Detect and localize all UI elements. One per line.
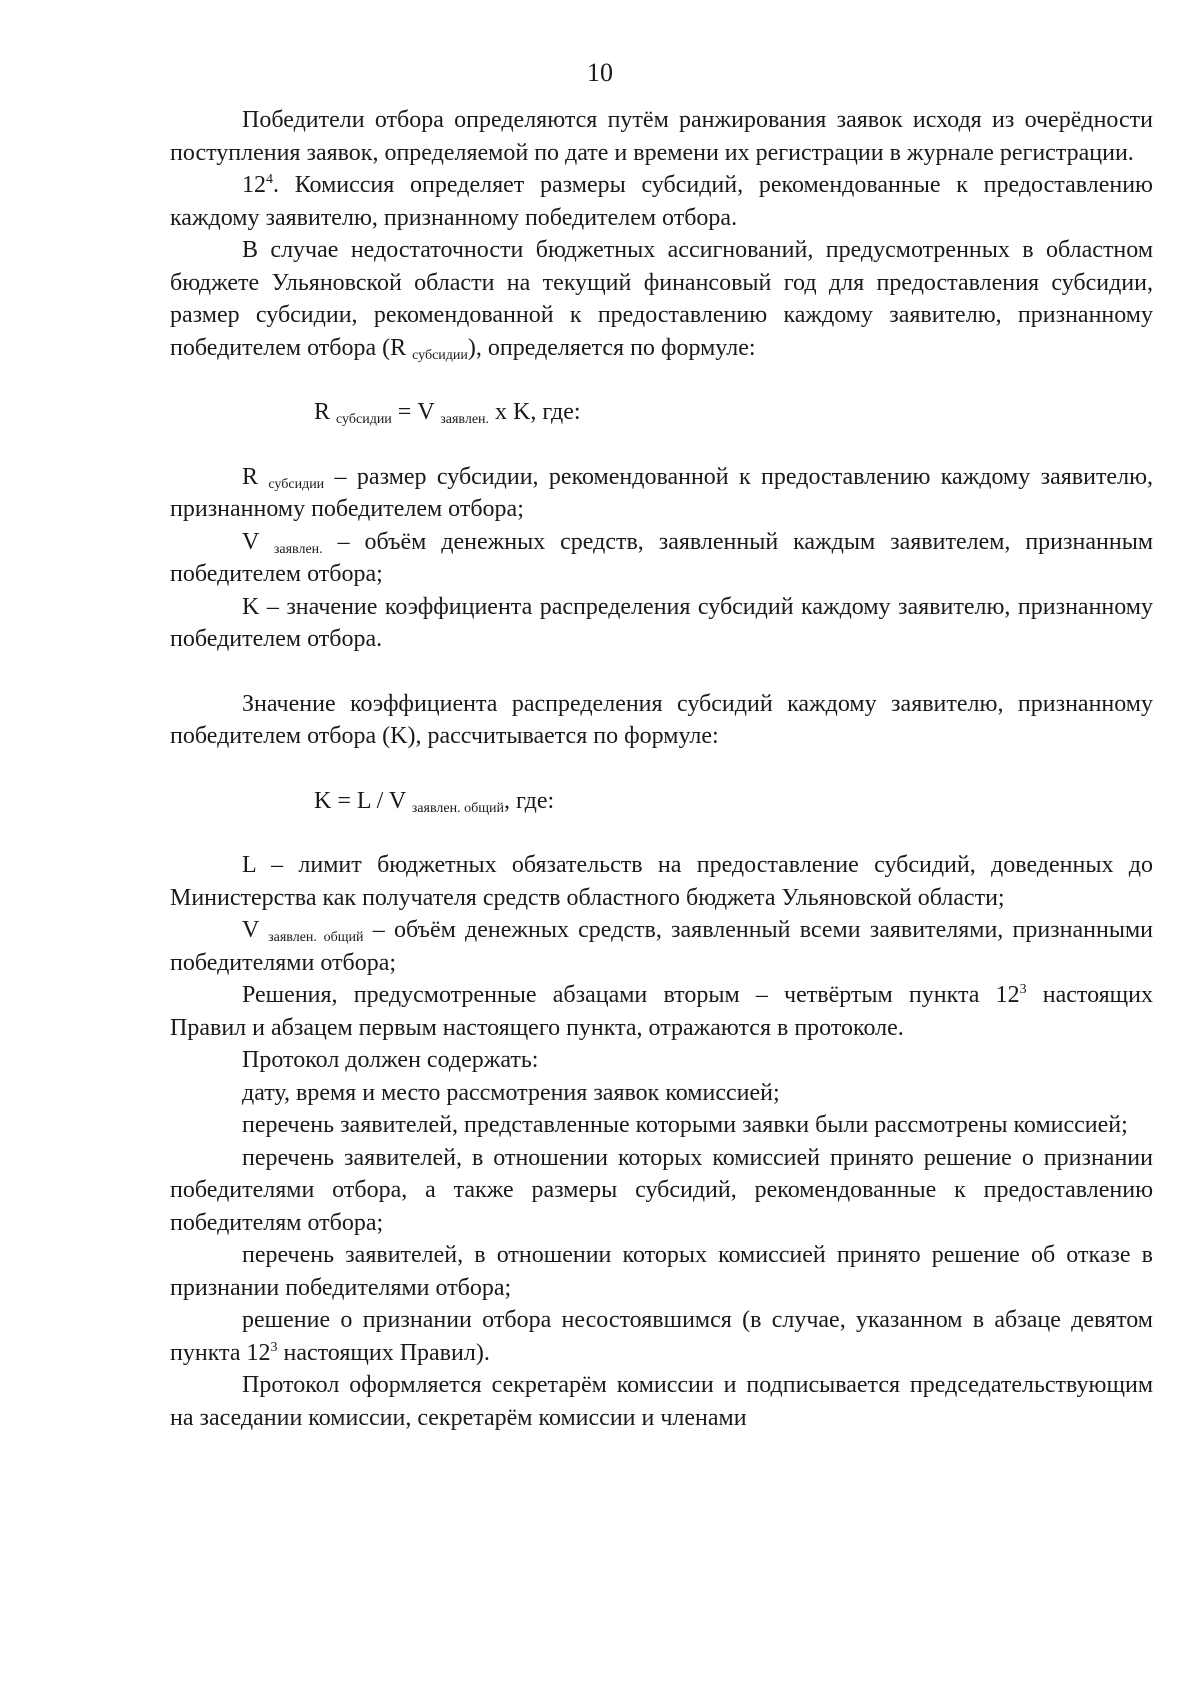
def-vtot-sub: заявлен. общий — [268, 930, 364, 945]
paragraph-winners: Победители отбора определяются путём ранжирования заявок исходя из очерёдности поступления заявок, определяемой по дате и времени их регистрации в журнале регистрации. — [170, 107, 1153, 166]
paragraph-decisions — [170, 979, 1153, 1044]
formula-k — [170, 785, 1153, 818]
document-body — [170, 104, 1153, 1434]
formula-k-lhs: K = L / V — [314, 787, 406, 814]
page-number: 10 — [587, 58, 613, 87]
paragraph-final: Протокол оформляется секретарём комиссии и подписывается председательствующим на заседании комиссии, секретарём комиссии и членами — [170, 1372, 1153, 1431]
r-subscript: субсидии — [412, 347, 468, 363]
paragraph-protocol-contents: Протокол должен содержать: — [242, 1047, 539, 1073]
clause-text: . Комиссия определяет размеры субсидий, рекомендованные к предоставлению каждому заявителю, признанному победителем отбора. — [170, 172, 1153, 231]
def-r-symbol: R — [242, 463, 259, 490]
def-r-sub: субсидии — [268, 476, 325, 492]
def-vtot-text: – объём денежных средств, заявленный всеми заявителями, признанными победителями отбора; — [170, 917, 1153, 976]
formula-r-subsidy — [170, 396, 1153, 429]
paragraph-12-4 — [170, 169, 1153, 234]
definition-v-total — [170, 914, 1153, 979]
formula-k-sub: заявлен. общий — [411, 800, 504, 816]
shortage-text: В случае недостаточности бюджетных ассигнований, предусмотренных в областном бюджете Ульяновской области на текущий финансовый год для предоставления субсидии, размер субсидии, рекомендованной к предоставлению каждому заявителю, признанному победителем отбора (R — [170, 237, 1153, 361]
def-v-text: – объём денежных средств, заявленный каждым заявителем, признанным победителем отбора; — [170, 528, 1154, 587]
shortage-tail: ), определяется по формуле: — [467, 334, 756, 361]
list-item: перечень заявителей, представленные которыми заявки были рассмотрены комиссией; — [242, 1112, 1128, 1138]
list-item: дату, время и место рассмотрения заявок комиссией; — [242, 1079, 780, 1106]
formula-v-sub: заявлен. — [440, 412, 490, 427]
definition-l: L – лимит бюджетных обязательств на предоставление субсидий, доведенных до Министерства как получателя средств областного бюджета Ульяновской области; — [170, 852, 1153, 911]
paragraph-shortage — [170, 234, 1153, 364]
formula-eq: = V — [391, 399, 435, 425]
formula-tail: х K, где: — [489, 399, 581, 425]
def-v-sub: заявлен. — [273, 541, 323, 557]
decisions-text: Решения, предусмотренные абзацами вторым – четвёртым пункта 12 — [242, 982, 1020, 1008]
formula-r-sub: субсидии — [336, 412, 392, 427]
list-item: перечень заявителей, в отношении которых комиссией принято решение о признании победителями отбора, а также размеры субсидий, рекомендованные к предоставлению победителям отбора; — [170, 1144, 1153, 1236]
def-r-text: – размер субсидии, рекомендованной к предоставлению каждому заявителю, признанному победителем отбора; — [170, 463, 1153, 522]
clause-number: 12 — [242, 172, 266, 198]
def-v-symbol: V — [242, 528, 259, 555]
formula-r: R — [314, 399, 331, 425]
list-item-last — [170, 1304, 1153, 1369]
definition-r — [170, 461, 1153, 526]
definition-k: K – значение коэффициента распределения субсидий каждому заявителю, признанному победителем отбора. — [170, 593, 1153, 652]
definition-v — [170, 526, 1153, 591]
clause-superscript: 4 — [266, 172, 273, 187]
list-item: перечень заявителей, в отношении которых комиссией принято решение об отказе в признании победителями отбора; — [170, 1242, 1153, 1301]
item-last-text: решение о признании отбора несостоявшимся (в случае, указанном в абзаце девятом пункта 12 — [170, 1307, 1153, 1366]
item-last-sup: 3 — [270, 1339, 278, 1355]
formula-k-tail: , где: — [503, 787, 555, 814]
paragraph-k-intro: Значение коэффициента распределения субсидий каждому заявителю, признанному победителем отбора (K), рассчитывается по формуле: — [170, 690, 1153, 749]
decisions-tail: настоящих Правил и абзацем первым настоящего пункта, отражаются в протоколе. — [170, 982, 1153, 1041]
def-vtot-symbol: V — [242, 917, 259, 943]
item-last-tail: настоящих Правил). — [277, 1339, 490, 1366]
decisions-sup: 3 — [1019, 982, 1027, 997]
